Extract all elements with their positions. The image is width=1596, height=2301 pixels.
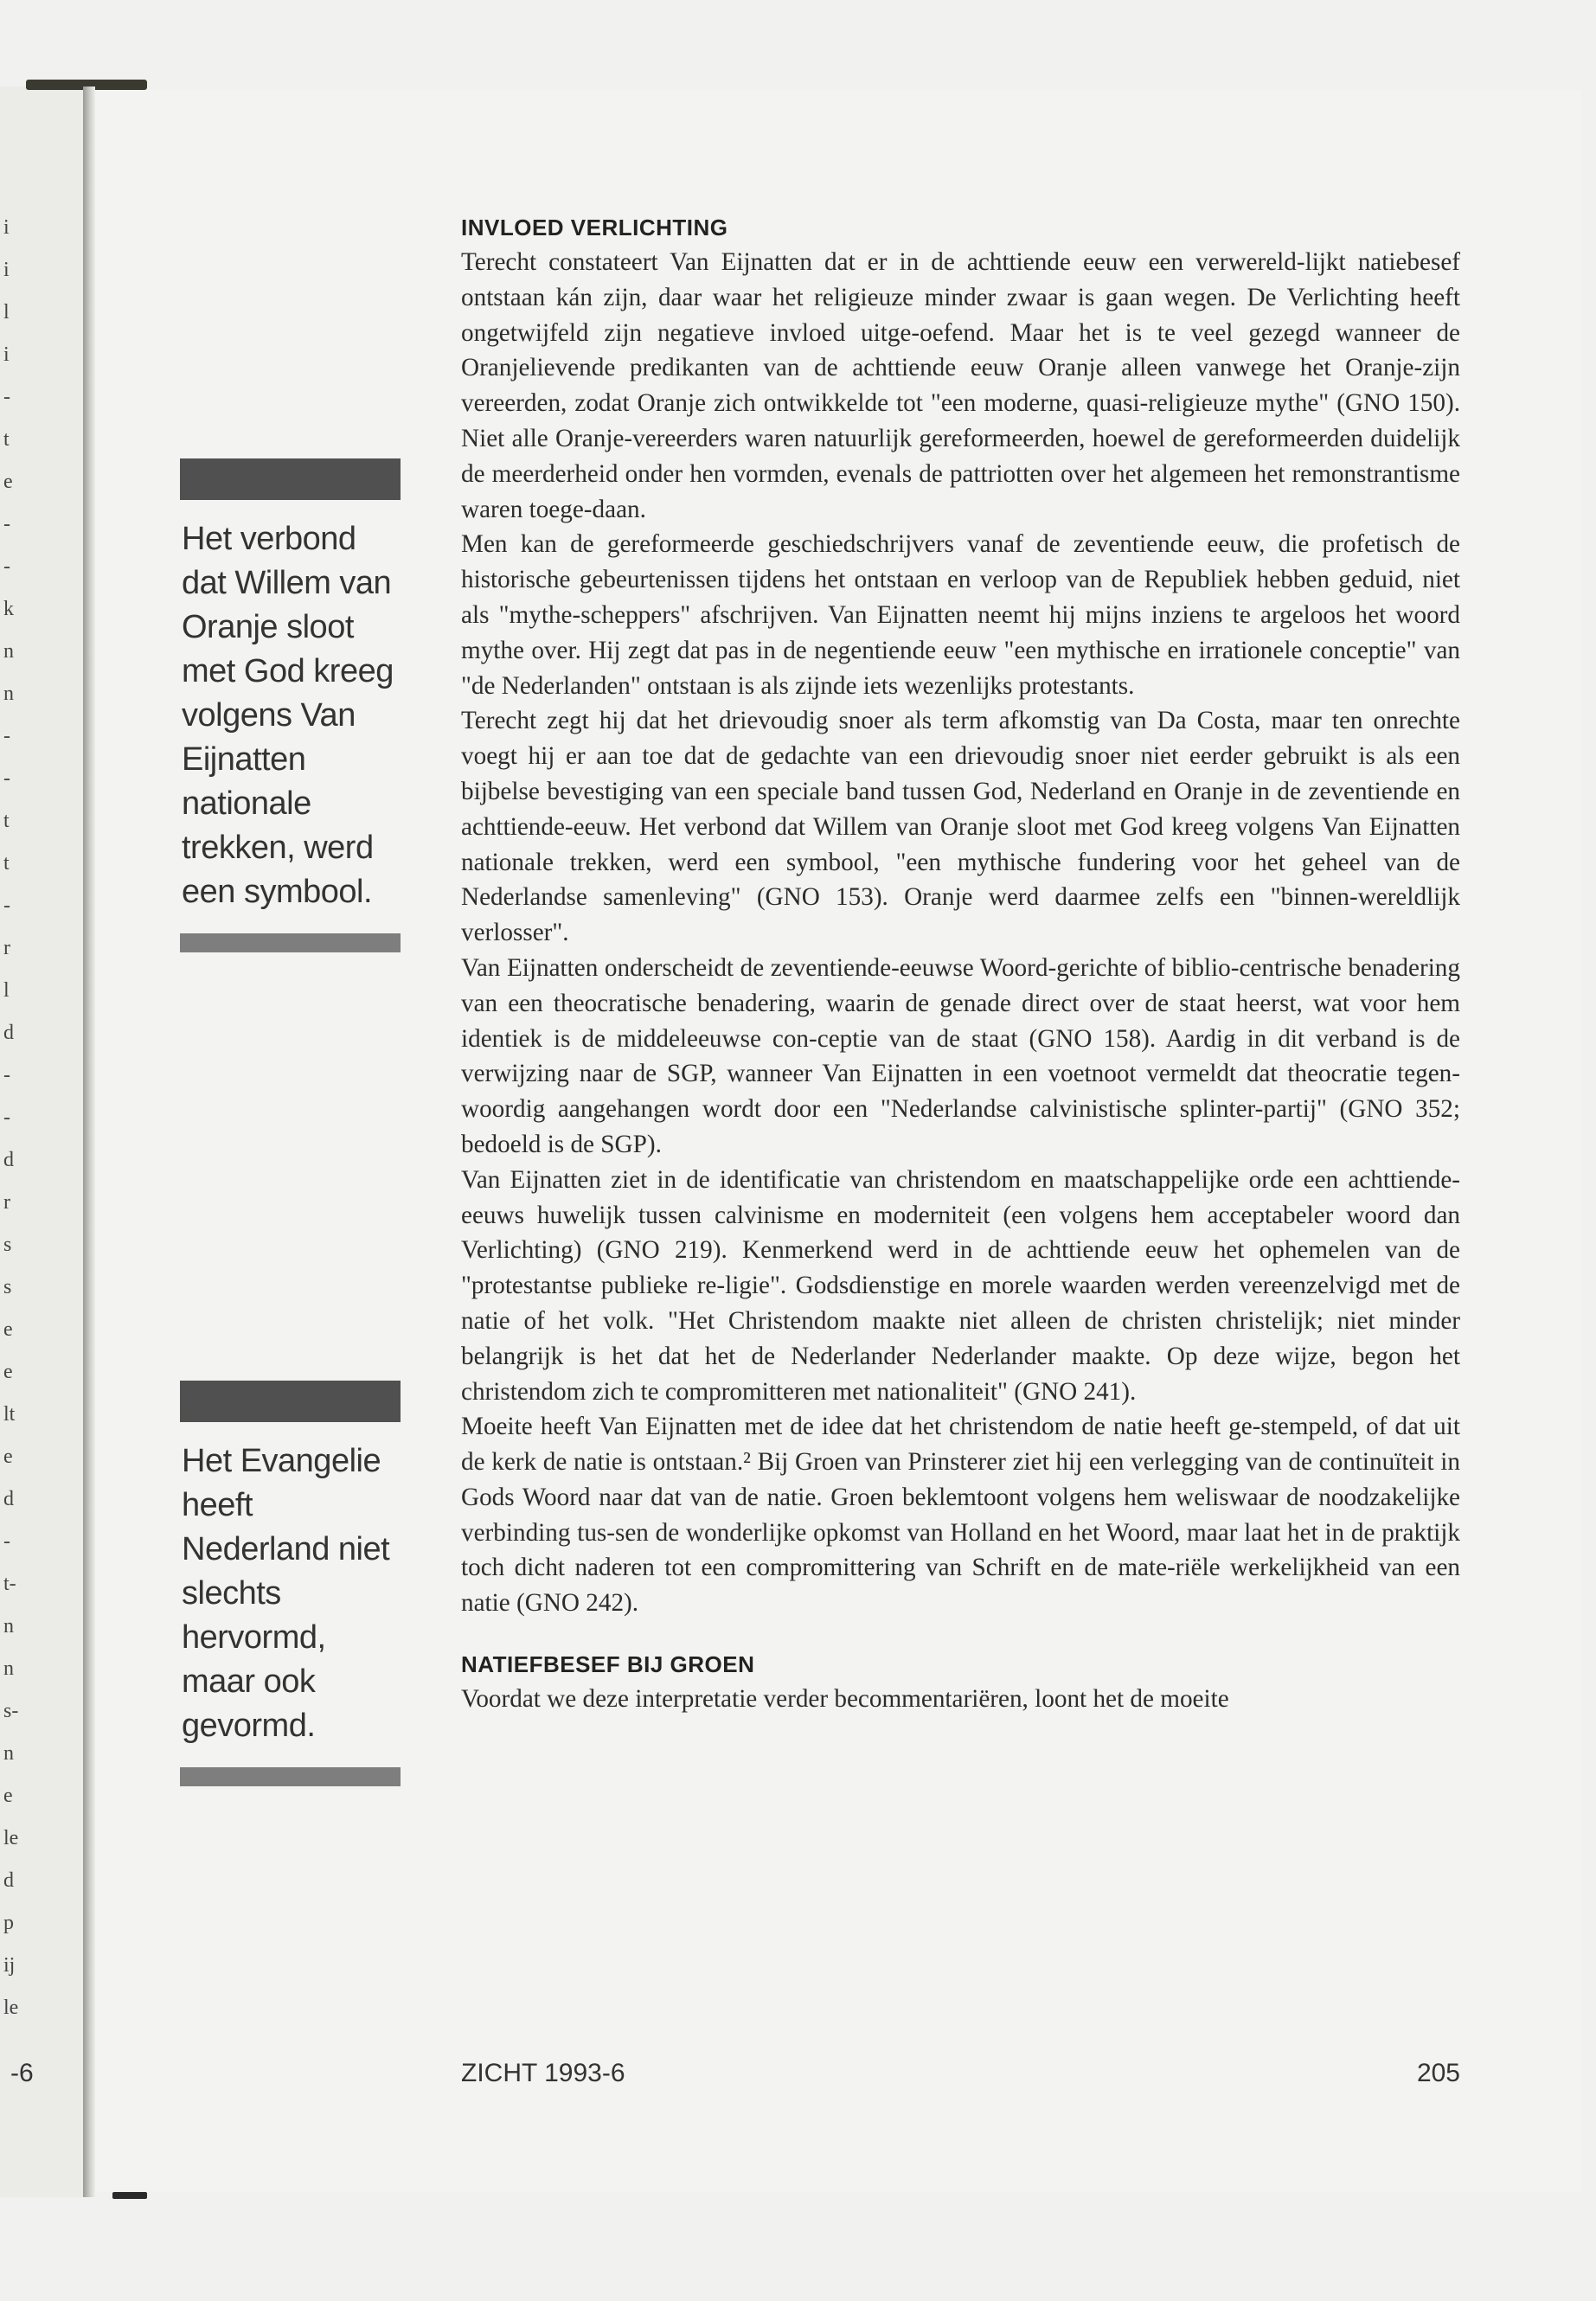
gutter-letter: e xyxy=(3,1785,13,1807)
gutter-letter: e xyxy=(3,471,13,493)
gutter-letter: e xyxy=(3,1361,13,1383)
gutter-letter: n xyxy=(3,1615,14,1638)
gutter-letter: i xyxy=(3,343,10,366)
gutter-letter: t xyxy=(3,810,10,832)
pull-quote-2 xyxy=(180,1381,401,1786)
gutter-letter: d xyxy=(3,1149,14,1171)
gutter-letter: - xyxy=(3,386,10,408)
gutter-letter: t xyxy=(3,428,10,451)
gutter-letter: n xyxy=(3,640,14,663)
gutter-letter: - xyxy=(3,1106,10,1129)
page-number: 205 xyxy=(1416,2059,1460,2087)
pull-quote-text: Het verbond dat Willem van Oranje sloot met God kreeg volgens Van Eijnatten nationale trekken, werd een symbool. xyxy=(182,521,394,910)
gutter-letter: - xyxy=(3,725,10,747)
paragraph: Van Eijnatten ziet in de identificatie van christendom en maatschappelijke orde een achttiende-eeuws huwelijk tussen calvinisme en moderniteit (een volgens hem acceptabeler woord dan Verlichting) (GNO 219). Kenmerkend werd in de achttiende eeuw het ophemelen van de "protestantse publieke re-ligie". Godsdienstige en morele waarden werden vereenzelvigd met de natie of het volk. "Het Christendom maakte niet alleen de christen christelijk; niet minder belangrijk is het dat het de Nederlander Nederlander maakte. Op deze wijze, begon het christendom zich te compromitteren met nationaliteit" (GNO 241). xyxy=(461,1165,1460,1406)
gutter-letter: t- xyxy=(3,1573,16,1595)
binding-edge-bottom xyxy=(112,2192,147,2199)
gutter-letter: - xyxy=(3,555,10,578)
gutter-letter: - xyxy=(3,767,10,790)
pull-quote-bar-top xyxy=(180,1381,401,1422)
paragraph: Van Eijnatten onderscheidt de zeventiende-eeuwse Woord-gerichte of biblio-centrische benadering van een theocratische benadering, waarin de genade direct over de staat heerst, wat voor hem identiek is de middeleeuwse con-ceptie van de staat (GNO 158). Aardig in dit verband is de verwijzing naar de SGP, wanneer Van Eijnatten in een voetnoot vermeldt dat theocratie tegen-woordig aangehangen wordt door een "Nederlandse calvinistische splinter-partij" (GNO 352; bedoeld is de SGP). xyxy=(461,953,1460,1158)
gutter-letter: n xyxy=(3,1742,14,1765)
paragraph: Terecht constateert Van Eijnatten dat er in de achttiende eeuw een verwereld-lijkt natiebesef ontstaan kán zijn, daar waar het religieuze minder zwaar is gaan wegen. De Verlichting heeft ongetwijfeld zijn negatieve invloed uitge-oefend. Maar het is te veel gezegd wanneer de Oranjelievende predikanten van de achttiende eeuw Oranje alleen vanwege het Oranje-zijn vereerden, zodat Oranje zich ontwikkelde tot "een moderne, quasi-religieuze mythe" (GNO 150). Niet alle Oranje-vereerders waren natuurlijk gereformeerden, hoewel de gereformeerden duidelijk de meerderheid onder hen vormden, evenals de pattriotten over het algemeen het remonstrantisme waren toege-daan. xyxy=(461,248,1460,523)
gutter-letter: i xyxy=(3,259,10,281)
paragraph: Men kan de gereformeerde geschiedschrijvers vanaf de zeventiende eeuw, die profetisch de historische gebeurtenissen tijdens het ontstaan en verloop van de Republiek hebben geduid, niet als "mythe-scheppers" afschrijven. Van Eijnatten neemt hij mijns inziens te argeloos het woord mythe over. Hij zegt dat pas in de negentiende eeuw "een mythische en irrationele conceptie" van "de Nederlanden" ontstaan is als zijnde iets wezenlijks protestants. xyxy=(461,530,1460,700)
gutter-letter: r xyxy=(3,937,10,959)
gutter-letter: e xyxy=(3,1318,13,1341)
gutter-letter: l xyxy=(3,979,10,1002)
section-heading: INVLOED VERLICHTING xyxy=(461,215,728,240)
gutter-letter: le xyxy=(3,1997,19,2019)
gutter-letter: r xyxy=(3,1191,10,1214)
pull-quote-text: Het Evangelie heeft Nederland niet slechts hervormd, maar ook gevormd. xyxy=(182,1443,390,1744)
journal-issue: ZICHT 1993-6 xyxy=(461,2059,625,2087)
gutter-letter: - xyxy=(3,894,10,917)
gutter-letter: p xyxy=(3,1912,14,1934)
gutter-letter: n xyxy=(3,1657,14,1680)
pull-quote-1 xyxy=(180,458,401,952)
gutter-letter: d xyxy=(3,1488,14,1510)
article-body xyxy=(461,210,1460,1717)
paragraph: Moeite heeft Van Eijnatten met de idee dat het christendom de natie heeft ge-stempeld, of dat uit de kerk de natie is ontstaan.² Bij Groen van Prinsterer ziet hij een verlegging van de continuïteit in Gods Woord naar dat van de natie. Groen beklemtoont volgens hem weliswaar de noodzakelijke verbinding tus-sen de wonderlijke opkomst van Holland en het Woord, maar laat het in de praktijk toch dicht naderen tot een compromittering van Schrift en de mate-riële werkelijkheid van een natie (GNO 242). xyxy=(461,1413,1460,1618)
gutter-letter: - xyxy=(3,513,10,535)
gutter-letter: - xyxy=(3,1530,10,1553)
pull-quote-bar-bottom xyxy=(180,1767,401,1786)
previous-page-footer: -6 xyxy=(10,2059,34,2087)
paragraph: Terecht zegt hij dat het drievoudig snoer als term afkomstig van Da Costa, maar ten onrechte voegt hij er aan toe dat de gedachte van een drievoudig snoer niet eerder gebruikt is als een bijbelse bevestiging van een speciale band tussen God, Nederland en Oranje in de zeventiende en achttiende-eeuw. Het verbond dat Willem van Oranje sloot met God kreeg volgens Van Eijnatten nationale trekken, werd een symbool, "een mythische fundering voor het geheel van de Nederlandse samenleving" (GNO 153). Oranje werd daarmee zelfs een "binnen-wereldlijk verlosser". xyxy=(461,707,1460,947)
gutter-letter: s xyxy=(3,1234,12,1256)
binding-shadow xyxy=(83,87,95,2197)
gutter-letter: s xyxy=(3,1276,12,1298)
pull-quote-bar-bottom xyxy=(180,933,401,952)
gutter-letter: t xyxy=(3,852,10,875)
gutter-letter: ij xyxy=(3,1954,16,1977)
gutter-letter: k xyxy=(3,598,14,620)
gutter-letter: s- xyxy=(3,1700,19,1722)
gutter-letter: n xyxy=(3,683,14,705)
gutter-letter: d xyxy=(3,1869,14,1892)
paragraph: Voordat we deze interpretatie verder becommentariëren, loont het de moeite xyxy=(461,1685,1229,1714)
section-heading: NATIEFBESEF BIJ GROEN xyxy=(461,1651,755,1678)
gutter-letter: d xyxy=(3,1022,14,1044)
gutter-letter: l xyxy=(3,301,10,324)
gutter-letter: e xyxy=(3,1445,13,1468)
gutter-letter: i xyxy=(3,216,10,239)
gutter-letter: - xyxy=(3,1064,10,1086)
gutter-letter: lt xyxy=(3,1403,16,1426)
pull-quote-bar-top xyxy=(180,458,401,500)
gutter-letter: le xyxy=(3,1827,19,1849)
